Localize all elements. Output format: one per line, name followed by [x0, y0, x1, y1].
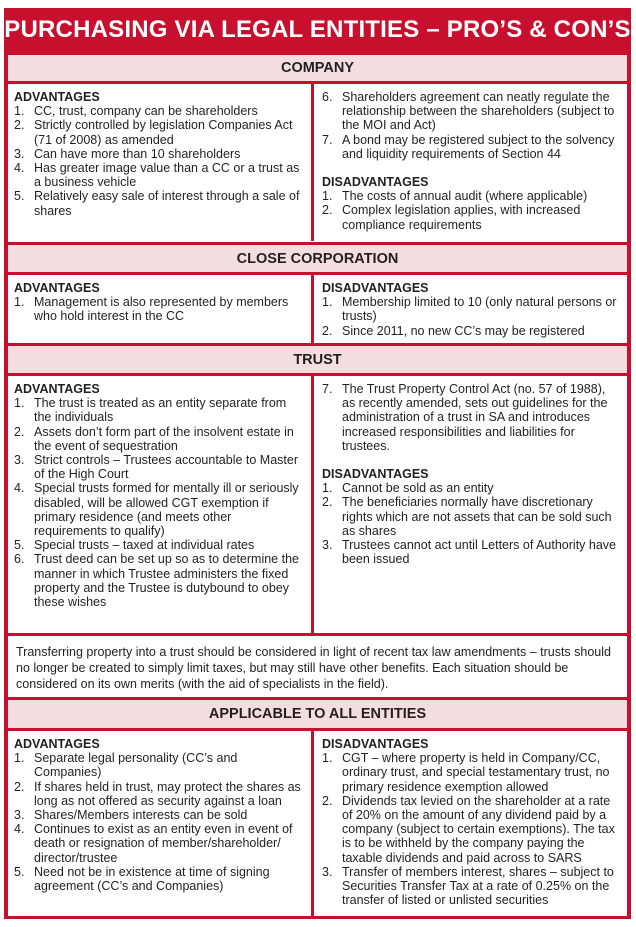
list-item-number: 2.	[322, 495, 333, 510]
cc-disadvantages-label: DISADVANTAGES	[322, 281, 429, 295]
list-item-text: Shareholders agreement can neatly regulate the relationship between the shareholders (subject to the MOI and Act)	[342, 90, 615, 133]
list-item-number: 7.	[322, 132, 333, 147]
trust-adv-list-cont	[322, 382, 621, 453]
list-item-text: Special trusts formed for mentally ill or seriously disabled, will be allowed CGT exemption if primary residence (and meets other requirements to qualify)	[34, 481, 299, 539]
list-item-number: 4.	[14, 481, 25, 496]
list-item-number: 1.	[14, 104, 25, 119]
list-item	[14, 396, 305, 424]
list-item	[322, 538, 621, 566]
list-item-text: If shares held in trust, may protect the shares as long as not offered as security against a loan	[34, 779, 301, 808]
list-item-text: Can have more than 10 shareholders	[34, 146, 241, 161]
list-item	[14, 865, 305, 893]
trust-disadvantages-label: DISADVANTAGES	[322, 467, 429, 482]
list-item	[322, 133, 621, 161]
section-heading-cc: CLOSE CORPORATION	[8, 242, 627, 275]
company-adv-list	[14, 104, 305, 218]
list-item-text: Assets don’t form part of the insolvent estate in the event of sequestration	[34, 424, 294, 453]
all-adv-list	[14, 751, 305, 893]
list-item-number: 2.	[322, 203, 333, 218]
list-item-number: 2.	[14, 779, 25, 794]
list-item-number: 2.	[322, 793, 333, 808]
bottom-border	[4, 916, 631, 919]
cc-disadvantages	[314, 275, 627, 346]
all-advantages	[8, 731, 314, 919]
list-item-text: Strictly controlled by legislation Companies Act (71 of 2008) as amended	[34, 118, 293, 147]
list-item	[14, 822, 305, 865]
list-item-number: 1.	[322, 751, 333, 766]
all-advantages-label: ADVANTAGES	[14, 737, 100, 751]
list-item-number: 6.	[14, 552, 25, 567]
list-item	[14, 481, 305, 538]
list-item-number: 3.	[14, 808, 25, 823]
section-company	[4, 52, 631, 244]
list-item-number: 1.	[322, 295, 333, 310]
company-advantages	[8, 84, 314, 241]
list-item	[322, 324, 621, 338]
list-item	[14, 538, 305, 552]
list-item-number: 1.	[322, 189, 333, 204]
cc-advantages-label: ADVANTAGES	[14, 281, 100, 295]
list-item	[322, 203, 621, 231]
list-item	[322, 295, 621, 323]
list-item-number: 2.	[14, 118, 25, 133]
company-advantages-label: ADVANTAGES	[14, 90, 100, 104]
list-item-number: 6.	[322, 90, 333, 104]
list-item	[322, 865, 621, 908]
list-item	[14, 780, 305, 808]
list-item-text: Trust deed can be set up so as to determine the manner in which Trustee administers the fixed property and the Trustee is dutybound to obey these wishes	[34, 552, 299, 610]
all-disadvantages-label: DISADVANTAGES	[322, 737, 429, 751]
list-item-number: 1.	[14, 396, 25, 411]
all-dis-list	[322, 751, 621, 907]
list-item	[322, 794, 621, 865]
document-title: PURCHASING VIA LEGAL ENTITIES – PRO’S & CON’S	[4, 8, 631, 52]
list-item-text: The trust is treated as an entity separate from the individuals	[34, 396, 287, 425]
list-item	[14, 161, 305, 189]
list-item	[322, 90, 621, 133]
list-item-number: 1.	[14, 751, 25, 766]
list-item-number: 5.	[14, 189, 25, 204]
list-item-number: 2.	[322, 323, 333, 338]
list-item-text: Membership limited to 10 (only natural persons or trusts)	[342, 295, 617, 324]
trust-note: Transferring property into a trust should be considered in light of recent tax law amendments – trusts should no longer be created to simply limit taxes, but may still have other benefits. Each situation should be considered on its own merits (with the aid of specialists in the field).	[8, 633, 627, 700]
list-item	[322, 495, 621, 538]
cc-dis-list	[322, 295, 621, 338]
list-item	[322, 481, 621, 495]
list-item-number: 1.	[14, 295, 25, 310]
section-all-entities	[4, 697, 631, 919]
list-item	[14, 104, 305, 118]
company-dis-list	[322, 189, 621, 232]
list-item-text: A bond may be registered subject to the solvency and liquidity requirements of Section 44	[342, 132, 615, 161]
company-right-column	[314, 84, 627, 241]
list-item-text: Management is also represented by members who hold interest in the CC	[34, 295, 289, 324]
list-item	[322, 382, 621, 453]
list-item-number: 3.	[322, 538, 333, 553]
list-item	[14, 751, 305, 779]
list-item-number: 3.	[14, 453, 25, 468]
company-columns	[8, 84, 627, 241]
list-item-text: The Trust Property Control Act (no. 57 of 1988), as recently amended, sets out guidelines for the administration of a trust in SA and introduces increased responsibilities and liabilities for trustees.	[342, 382, 608, 453]
list-item-text: The beneficiaries normally have discretionary rights which are not assets that can be sold such as shares	[342, 495, 612, 538]
all-columns	[8, 731, 627, 919]
trust-adv-list	[14, 396, 305, 609]
trust-dis-list	[322, 481, 621, 566]
cc-advantages	[8, 275, 314, 346]
list-item	[14, 552, 305, 609]
list-item-number: 4.	[14, 161, 25, 176]
list-item	[14, 189, 305, 217]
list-item-number: 3.	[322, 864, 333, 879]
list-item	[14, 453, 305, 481]
list-item-text: Separate legal personality (CC’s and Companies)	[34, 751, 238, 780]
list-item-number: 4.	[14, 822, 25, 837]
list-item	[14, 425, 305, 453]
section-heading-trust: TRUST	[8, 343, 627, 376]
list-item-text: Special trusts – taxed at individual rates	[34, 538, 255, 553]
list-item	[14, 147, 305, 161]
list-item-text: CGT – where property is held in Company/CC, ordinary trust, and special testamentary trust, no primary residence exemption allowed	[342, 751, 610, 794]
section-trust	[4, 343, 631, 698]
list-item-text: Trustees cannot act until Letters of Authority have been issued	[342, 538, 616, 567]
list-item-text: Shares/Members interests can be sold	[34, 808, 248, 823]
list-item-number: 5.	[14, 864, 25, 879]
trust-right-column	[314, 376, 627, 633]
list-item-text: Relatively easy sale of interest through a sale of shares	[34, 189, 300, 218]
trust-columns	[8, 376, 627, 633]
company-disadvantages-label: DISADVANTAGES	[322, 175, 429, 190]
list-item-text: Continues to exist as an entity even in event of death or resignation of member/shareholder/ director/trustee	[34, 822, 293, 865]
list-item	[322, 189, 621, 203]
trust-advantages	[8, 376, 314, 633]
list-item-text: The costs of annual audit (where applicable)	[342, 189, 588, 204]
list-item	[14, 118, 305, 146]
list-item-text: Strict controls – Trustees accountable to Master of the High Court	[34, 453, 299, 482]
list-item-number: 2.	[14, 424, 25, 439]
trust-advantages-label: ADVANTAGES	[14, 382, 100, 396]
list-item-text: Transfer of members interest, shares – subject to Securities Transfer Tax at a rate of 0.25% on the transfer of listed or unlisted securities	[342, 864, 614, 908]
list-item-text: Dividends tax levied on the shareholder at a rate of 20% on the amount of any dividend paid by a company (subject to certain exemptions). The tax is to be withheld by the company paying the taxable dividends and paid across to SARS	[342, 793, 615, 865]
list-item	[14, 808, 305, 822]
list-item-text: Need not be in existence at time of signing agreement (CC’s and Companies)	[34, 864, 270, 894]
list-item-text: Complex legislation applies, with increased compliance requirements	[342, 203, 581, 232]
list-item-number: 5.	[14, 538, 25, 553]
list-item-number: 1.	[322, 481, 333, 496]
section-heading-all: APPLICABLE TO ALL ENTITIES	[8, 697, 627, 731]
list-item	[322, 751, 621, 794]
company-adv-list-cont	[322, 90, 621, 161]
list-item-text: Since 2011, no new CC’s may be registered	[342, 323, 585, 338]
list-item-text: Has greater image value than a CC or a trust as a business vehicle	[34, 161, 300, 190]
cc-columns	[8, 275, 627, 346]
section-heading-company: COMPANY	[8, 52, 627, 84]
list-item-text: CC, trust, company can be shareholders	[34, 104, 258, 119]
all-disadvantages	[314, 731, 627, 919]
list-item-number: 3.	[14, 146, 25, 161]
list-item-number: 7.	[322, 382, 333, 396]
list-item	[14, 295, 305, 323]
list-item-text: Cannot be sold as an entity	[342, 481, 494, 496]
cc-adv-list	[14, 295, 305, 323]
section-close-corporation	[4, 242, 631, 346]
